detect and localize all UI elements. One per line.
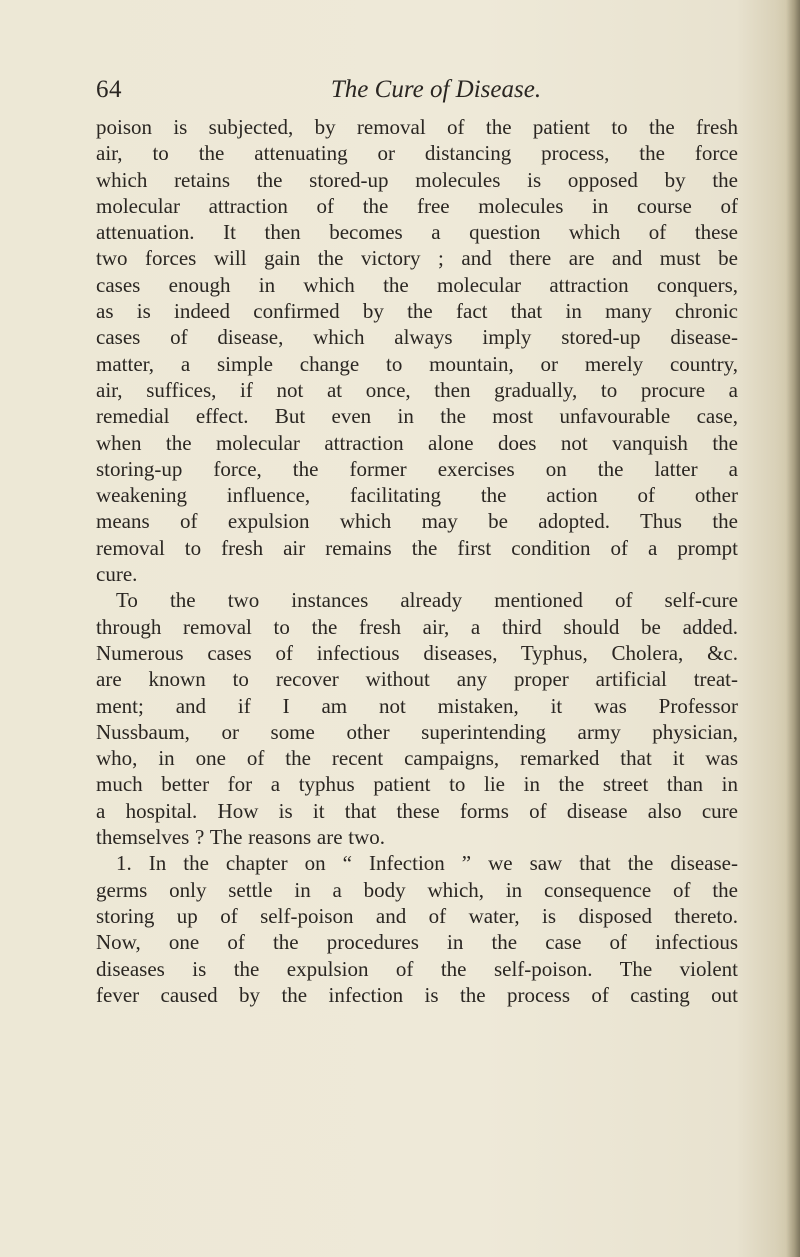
text-line: who, in one of the recent campaigns, remarked that it was bbox=[96, 746, 738, 771]
text-line: much better for a typhus patient to lie in the street than in bbox=[96, 772, 738, 797]
text-line: Now, one of the procedures in the case of infectious bbox=[96, 930, 738, 955]
running-head bbox=[96, 76, 736, 110]
text-line: removal to fresh air remains the first condition of a prompt bbox=[96, 535, 738, 560]
text-line: when the molecular attraction alone does not vanquish the bbox=[96, 430, 738, 455]
text-line: Nussbaum, or some other superintending army physician, bbox=[96, 719, 738, 744]
text-line: air, suffices, if not at once, then gradually, to procure a bbox=[96, 377, 738, 402]
text-line: storing-up force, the former exercises on the latter a bbox=[96, 456, 738, 481]
text-line: diseases is the expulsion of the self-poison. The violent bbox=[96, 956, 738, 981]
text-line: storing up of self-poison and of water, is disposed thereto. bbox=[96, 903, 738, 928]
text-line: fever caused by the infection is the process of casting out bbox=[96, 982, 738, 1007]
text-line: germs only settle in a body which, in consequence of the bbox=[96, 877, 738, 902]
body-text bbox=[96, 114, 738, 1008]
page-edge-shadow bbox=[786, 0, 800, 1257]
text-line: as is indeed confirmed by the fact that in many chronic bbox=[96, 299, 738, 324]
paragraph-end-line: cure. bbox=[96, 562, 138, 587]
text-line: molecular attraction of the free molecules in course of bbox=[96, 193, 738, 218]
text-line: two forces will gain the victory ; and there are and must be bbox=[96, 246, 738, 271]
text-line: weakening influence, facilitating the action of other bbox=[96, 483, 738, 508]
text-line: cases of disease, which always imply stored-up disease- bbox=[96, 325, 738, 350]
text-line: attenuation. It then becomes a question which of these bbox=[96, 220, 738, 245]
text-line: means of expulsion which may be adopted. Thus the bbox=[96, 509, 738, 534]
text-line: cases enough in which the molecular attraction conquers, bbox=[96, 272, 738, 297]
text-line: remedial effect. But even in the most unfavourable case, bbox=[96, 404, 738, 429]
text-line: Numerous cases of infectious diseases, Typhus, Cholera, &c. bbox=[96, 640, 738, 665]
text-line: poison is subjected, by removal of the patient to the fresh bbox=[96, 115, 738, 139]
paragraph-start-line: 1. In the chapter on “ Infection ” we saw that the disease- bbox=[116, 851, 738, 876]
text-line: are known to recover without any proper artificial treat- bbox=[96, 667, 738, 692]
paragraph-end-line: themselves ? The reasons are two. bbox=[96, 825, 386, 850]
text-line: which retains the stored-up molecules is opposed by the bbox=[96, 167, 738, 192]
page-number: 64 bbox=[96, 76, 122, 103]
text-line: through removal to the fresh air, a third should be added. bbox=[96, 614, 738, 639]
text-line: matter, a simple change to mountain, or merely country, bbox=[96, 351, 738, 376]
paragraph-start-line: To the two instances already mentioned of self-cure bbox=[116, 588, 738, 613]
text-line: air, to the attenuating or distancing process, the force bbox=[96, 141, 738, 166]
text-line: ment; and if I am not mistaken, it was Professor bbox=[96, 693, 738, 718]
text-line: a hospital. How is it that these forms of disease also cure bbox=[96, 798, 738, 823]
running-title: The Cure of Disease. bbox=[330, 76, 542, 103]
